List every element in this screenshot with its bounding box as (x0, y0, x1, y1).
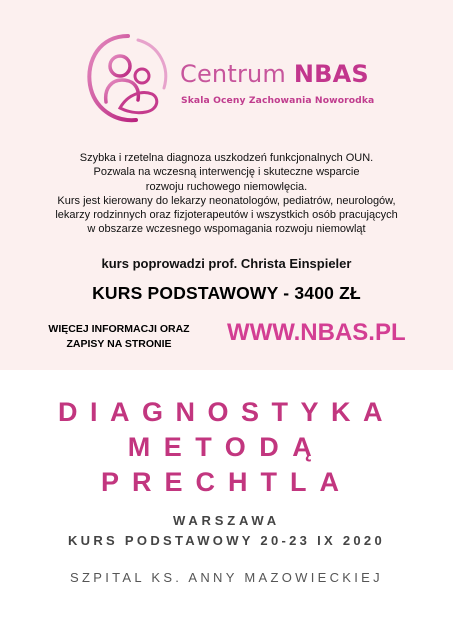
more-info-line: ZAPISY NA STRONIE (66, 337, 172, 350)
logo (80, 30, 380, 126)
lecturer-prefix: kurs poprowadzi prof. (101, 256, 241, 271)
description-line: rozwoju ruchowego niemowlęcia. (145, 180, 308, 193)
course-dates: KURS PODSTAWOWY 20-23 IX 2020 (67, 533, 385, 548)
description-line: Pozwala na wczesną interwencję i skuteczne wsparcie (93, 166, 360, 179)
title-line: METODĄ (127, 432, 326, 462)
lecturer-line (0, 256, 453, 271)
lecturer-name: Christa Einspieler (240, 256, 352, 271)
brand-name-light: Centrum (180, 60, 294, 88)
brand-name (180, 60, 369, 88)
more-info (34, 322, 204, 351)
description-line: lekarzy rodzinnych oraz fizjoterapeutów i wszystkich osób pracujących (55, 209, 398, 222)
title-line: PRECHTLA (101, 467, 352, 497)
website-link[interactable]: WWW.NBAS.PL (227, 319, 406, 346)
brand-name-bold: NBAS (293, 60, 369, 88)
more-info-line: WIĘCEJ INFORMACJI ORAZ (48, 323, 190, 335)
description-line: Szybka i rzetelna diagnoza uszkodzeń funkcjonalnych OUN. (79, 152, 374, 164)
course-venue: SZPITAL KS. ANNY MAZOWIECKIEJ (70, 570, 383, 585)
course-price: KURS PODSTAWOWY - 3400 ZŁ (92, 283, 361, 303)
title-line: DIAGNOSTYKA (57, 397, 395, 427)
description-line: Kurs jest kierowany do lekarzy neonatologów, pediatrów, neurologów, (57, 194, 396, 207)
course-city: WARSZAWA (173, 513, 280, 528)
description-line: w obszarze wczesnego wspomagania rozwoju niemowląt (87, 223, 366, 236)
course-description (0, 151, 453, 237)
mother-child-icon (80, 30, 176, 126)
brand-tagline: Skala Oceny Zachowania Noworodka (181, 95, 375, 106)
main-title (0, 395, 453, 500)
